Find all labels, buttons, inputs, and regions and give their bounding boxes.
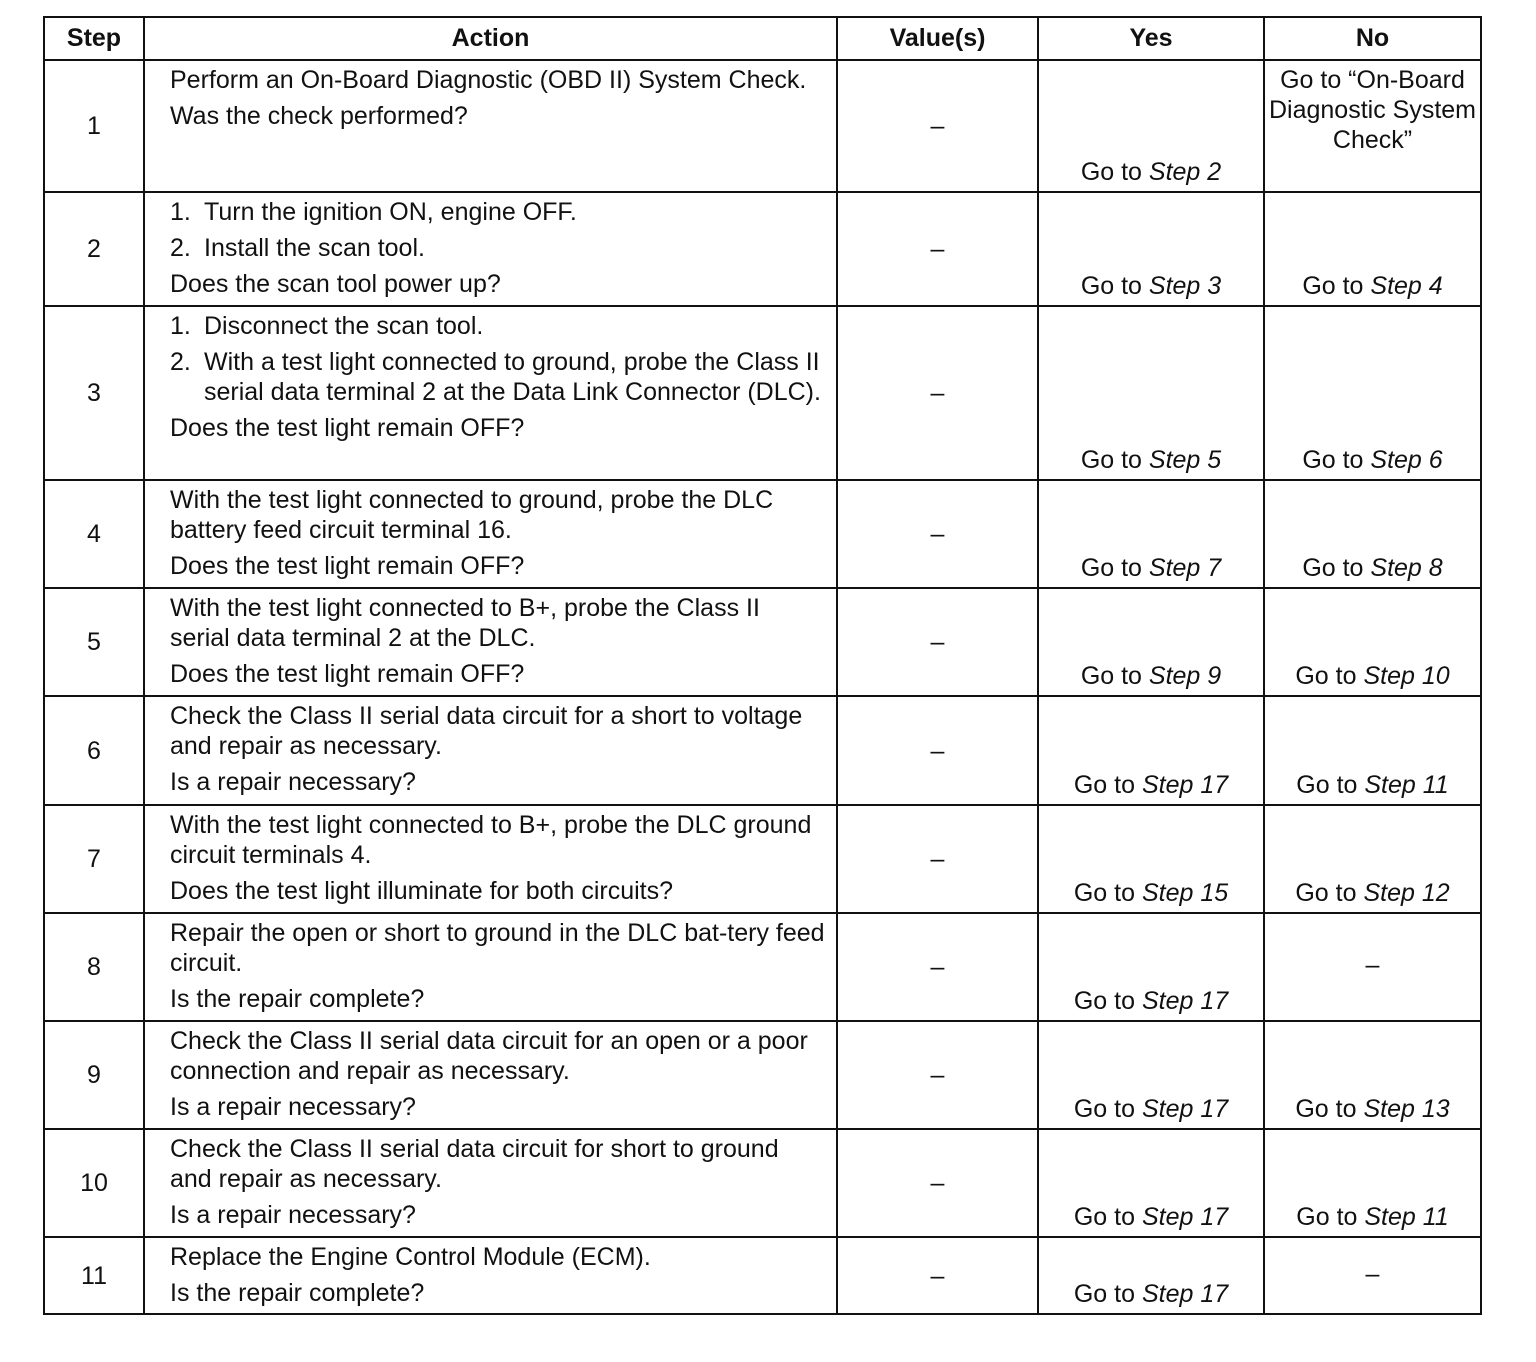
goto-prefix: Go to: [1073, 1280, 1142, 1308]
value-cell: –: [837, 1237, 1038, 1314]
action-step-number: 1.: [170, 198, 191, 226]
header-yes: Yes: [1038, 17, 1264, 60]
goto-step: Step 2: [1148, 158, 1222, 186]
goto-step: Step 13: [1363, 1095, 1450, 1123]
step-number: 3: [44, 306, 144, 480]
table-row: [44, 805, 1481, 913]
action-cell: [144, 1237, 837, 1314]
value-cell: –: [837, 60, 1038, 192]
value-cell: –: [837, 913, 1038, 1021]
value-cell: –: [837, 1129, 1038, 1237]
diagnostic-table: [43, 16, 1482, 1315]
action-step-text: Turn the ignition ON, engine OFF.: [204, 198, 577, 226]
table-row: [44, 1129, 1481, 1237]
action-cell: [144, 306, 837, 480]
action-step-number: 2.: [170, 348, 191, 376]
step-number: 4: [44, 480, 144, 588]
table-row: [44, 696, 1481, 805]
action-cell: [144, 192, 837, 306]
action-cell: [144, 696, 837, 805]
goto-prefix: Go to: [1080, 158, 1149, 186]
table-row: [44, 1021, 1481, 1129]
action-cell: [144, 805, 837, 913]
action-cell: [144, 913, 837, 1021]
table-row: [44, 480, 1481, 588]
table-row: [44, 192, 1481, 306]
goto-step: Step 12: [1363, 879, 1450, 907]
action-question: Does the scan tool power up?: [170, 270, 501, 298]
table-body: [44, 60, 1481, 1314]
no-cell: –: [1264, 1237, 1481, 1314]
table-row: [44, 1237, 1481, 1314]
goto-prefix: Go to: [1302, 272, 1371, 300]
action-text: With the test light connected to B+, probe the Class II serial data terminal 2 at the DLC.: [170, 594, 760, 652]
no-cell: [1264, 696, 1481, 805]
yes-cell: [1038, 480, 1264, 588]
action-step-text: With a test light connected to ground, probe the Class II serial data terminal 2 at the Data Link Connector (DLC).: [204, 348, 821, 406]
table-row: [44, 913, 1481, 1021]
no-cell: [1264, 306, 1481, 480]
goto-step: Step 7: [1148, 554, 1222, 582]
goto-prefix: Go to: [1296, 1203, 1365, 1231]
action-step-item: [170, 197, 826, 227]
step-number: 9: [44, 1021, 144, 1129]
action-step-item: [170, 311, 826, 341]
goto-prefix: Go to: [1295, 662, 1364, 690]
table-row: [44, 60, 1481, 192]
goto-step: Step 8: [1370, 554, 1443, 582]
goto-step: Step 17: [1141, 1095, 1229, 1123]
step-number: 10: [44, 1129, 144, 1237]
value-cell: –: [837, 306, 1038, 480]
goto-prefix: Go to: [1302, 554, 1371, 582]
yes-cell: [1038, 696, 1264, 805]
no-cell: [1264, 480, 1481, 588]
value-cell: –: [837, 805, 1038, 913]
action-question: Does the test light remain OFF?: [170, 552, 525, 580]
header-step: Step: [44, 17, 144, 60]
action-question: Does the test light remain OFF?: [170, 660, 525, 688]
goto-step: Step 17: [1141, 1203, 1229, 1231]
no-cell: [1264, 588, 1481, 696]
no-cell: –: [1264, 913, 1481, 1021]
step-number: 11: [44, 1237, 144, 1314]
goto-prefix: Go to: [1080, 446, 1149, 474]
action-step-text: Install the scan tool.: [204, 234, 425, 262]
value-cell: –: [837, 588, 1038, 696]
no-cell: [1264, 1021, 1481, 1129]
goto-step: Step 9: [1148, 662, 1222, 690]
no-cell: [1264, 1129, 1481, 1237]
action-question: Is a repair necessary?: [170, 768, 416, 796]
goto-step: Step 3: [1148, 272, 1222, 300]
action-question: Was the check performed?: [170, 102, 468, 130]
action-text: Replace the Engine Control Module (ECM).: [170, 1243, 651, 1271]
goto-step: Step 17: [1141, 987, 1229, 1015]
goto-step: Step 10: [1363, 662, 1450, 690]
action-question: Is the repair complete?: [170, 985, 425, 1013]
step-number: 2: [44, 192, 144, 306]
goto-step: Step 11: [1364, 771, 1449, 799]
goto-step: Step 5: [1148, 446, 1222, 474]
goto-prefix: Go to: [1302, 446, 1371, 474]
goto-step: Step 17: [1141, 1280, 1229, 1308]
action-question: Is the repair complete?: [170, 1279, 425, 1307]
goto-prefix: Go to: [1080, 554, 1149, 582]
value-cell: –: [837, 480, 1038, 588]
action-question: Is a repair necessary?: [170, 1093, 416, 1121]
goto-prefix: Go to: [1073, 1203, 1142, 1231]
action-text: With the test light connected to B+, probe the DLC ground circuit terminals 4.: [170, 811, 812, 869]
header-values: Value(s): [837, 17, 1038, 60]
goto-step: Step 4: [1370, 272, 1443, 300]
yes-cell: [1038, 1021, 1264, 1129]
goto-prefix: Go to: [1073, 771, 1142, 799]
action-question: Is a repair necessary?: [170, 1201, 416, 1229]
action-step-item: [170, 347, 826, 407]
table-row: [44, 306, 1481, 480]
action-text: Check the Class II serial data circuit for a short to voltage and repair as necessary.: [170, 702, 803, 760]
goto-prefix: Go to: [1080, 662, 1149, 690]
action-cell: [144, 588, 837, 696]
goto-step: Step 17: [1141, 771, 1229, 799]
action-step-text: Disconnect the scan tool.: [204, 312, 484, 340]
action-question: Does the test light illuminate for both circuits?: [170, 877, 674, 905]
action-steps: [170, 197, 826, 263]
action-cell: [144, 1129, 837, 1237]
no-cell: [1264, 192, 1481, 306]
yes-cell: [1038, 306, 1264, 480]
action-text: Perform an On-Board Diagnostic (OBD II) System Check.: [170, 66, 807, 94]
step-number: 8: [44, 913, 144, 1021]
yes-cell: [1038, 1237, 1264, 1314]
step-number: 6: [44, 696, 144, 805]
goto-prefix: Go to: [1080, 272, 1149, 300]
action-text: With the test light connected to ground, probe the DLC battery feed circuit terminal 16.: [170, 486, 774, 544]
goto-step: Step 15: [1141, 879, 1229, 907]
action-step-number: 2.: [170, 234, 191, 262]
goto-prefix: Go to: [1295, 879, 1364, 907]
header-row: [44, 17, 1481, 60]
goto-prefix: Go to: [1295, 1095, 1364, 1123]
action-text: Check the Class II serial data circuit for short to ground and repair as necessary.: [170, 1135, 779, 1193]
yes-cell: [1038, 192, 1264, 306]
goto-prefix: Go to: [1073, 879, 1142, 907]
goto-prefix: Go to: [1073, 987, 1142, 1015]
value-cell: –: [837, 192, 1038, 306]
value-cell: –: [837, 696, 1038, 805]
step-number: 7: [44, 805, 144, 913]
action-text: Repair the open or short to ground in the DLC bat-tery feed circuit.: [170, 919, 825, 977]
action-question: Does the test light remain OFF?: [170, 414, 525, 442]
goto-step: Step 6: [1370, 446, 1443, 474]
no-cell: [1264, 805, 1481, 913]
no-cell: Go to “On-Board Diagnostic System Check”: [1264, 60, 1481, 192]
yes-cell: [1038, 913, 1264, 1021]
action-step-number: 1.: [170, 312, 191, 340]
action-cell: [144, 60, 837, 192]
yes-cell: [1038, 805, 1264, 913]
action-cell: [144, 480, 837, 588]
yes-cell: [1038, 1129, 1264, 1237]
value-cell: –: [837, 1021, 1038, 1129]
header-action: Action: [144, 17, 837, 60]
step-number: 5: [44, 588, 144, 696]
yes-cell: [1038, 60, 1264, 192]
yes-cell: [1038, 588, 1264, 696]
action-text: Check the Class II serial data circuit for an open or a poor connection and repair as necessary.: [170, 1027, 808, 1085]
action-cell: [144, 1021, 837, 1129]
header-no: No: [1264, 17, 1481, 60]
goto-prefix: Go to: [1073, 1095, 1142, 1123]
goto-prefix: Go to: [1296, 771, 1365, 799]
step-number: 1: [44, 60, 144, 192]
action-steps: [170, 311, 826, 407]
table-row: [44, 588, 1481, 696]
action-step-item: [170, 233, 826, 263]
goto-step: Step 11: [1364, 1203, 1449, 1231]
